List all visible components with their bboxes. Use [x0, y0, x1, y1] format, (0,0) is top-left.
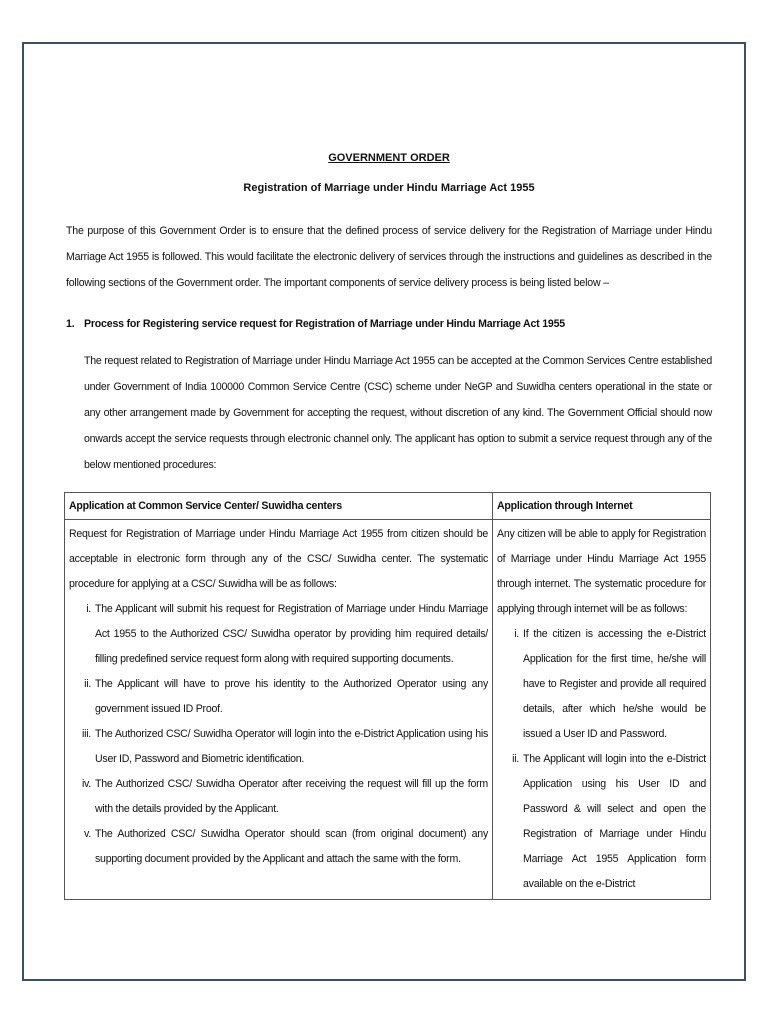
list-item-text: The Authorized CSC/ Suwidha Operator should scan (from original document) any supporting document provided by the Applicant and attach the same with the form. [95, 828, 488, 865]
list-item-text: If the citizen is accessing the e-District Application for the first time, he/she will have to Register and provide all required details, after which he/she would be issued a User ID and Password. [523, 628, 706, 740]
list-item [69, 597, 488, 672]
list-item-text: The Authorized CSC/ Suwidha Operator will login into the e-District Application using his User ID, Password and Biometric identification. [95, 728, 488, 765]
section-heading [66, 318, 712, 330]
document-page [22, 42, 746, 981]
csc-steps-list [69, 597, 488, 872]
section-heading-text: Process for Registering service request for Registration of Marriage under Hindu Marriage Act 1955 [84, 318, 566, 330]
list-item [69, 772, 488, 822]
list-item [69, 722, 488, 772]
list-marker: v. [84, 828, 91, 840]
list-item-text: The Applicant will have to prove his identity to the Authorized Operator using any government issued ID Proof. [95, 678, 488, 715]
internet-steps-list [497, 622, 706, 897]
table-header-csc: Application at Common Service Center/ Suwidha centers [65, 493, 493, 520]
list-item [497, 622, 706, 747]
list-item [69, 822, 488, 872]
intro-paragraph: The purpose of this Government Order is to ensure that the defined process of service delivery for the Registration of Marriage under Hindu Marriage Act 1955 is followed. This would facilitate the electronic delivery of services through the instructions and guidelines as described in the following sections of the Government order. The important components of service delivery process is being listed below – [66, 225, 712, 289]
csc-procedure-cell [65, 520, 493, 900]
page-title: GOVERNMENT ORDER [328, 152, 450, 164]
csc-intro: Request for Registration of Marriage under Hindu Marriage Act 1955 from citizen should be acceptable in electronic form through any of the CSC/ Suwidha center. The systematic procedure for applying at a CSC/ Suwidha will be as follows: [69, 528, 488, 590]
section-number: 1. [66, 318, 75, 330]
list-item [497, 747, 706, 897]
internet-procedure-cell [493, 520, 711, 900]
document-subtitle: Registration of Marriage under Hindu Marriage Act 1955 [243, 182, 535, 194]
list-item-text: The Applicant will submit his request for Registration of Marriage under Hindu Marriage Act 1955 to the Authorized CSC/ Suwidha operator by providing him required details/ filling predefined service request form along with required supporting documents. [95, 603, 488, 665]
internet-intro: Any citizen will be able to apply for Registration of Marriage under Hindu Marriage Act 1955 through internet. The systematic procedure for applying through internet will be as follows: [497, 528, 706, 615]
section-paragraph: The request related to Registration of Marriage under Hindu Marriage Act 1955 can be accepted at the Common Services Centre established under Government of India 100000 Common Service Centre (CSC) scheme under NeGP and Suwidha centers operational in the state or any other arrangement made by Government for accepting the request, without discretion of any kind. The Government Official should now onwards accept the service requests through electronic channel only. The applicant has option to submit a service request through any of the below mentioned procedures: [84, 355, 712, 471]
list-marker: i. [86, 603, 91, 615]
list-marker: iv. [81, 778, 91, 790]
procedure-table [64, 492, 711, 900]
list-item-text: The Applicant will login into the e-District Application using his User ID and Password & will select and open the Registration of Marriage under Hindu Marriage Act 1955 Application form available on the e-District [523, 753, 706, 890]
list-item [69, 672, 488, 722]
table-header-internet: Application through Internet [493, 493, 711, 520]
list-marker: ii. [512, 753, 519, 765]
document-body [66, 152, 712, 900]
list-marker: i. [514, 628, 519, 640]
table-row [65, 520, 711, 900]
list-marker: iii. [81, 728, 91, 740]
list-marker: ii. [84, 678, 91, 690]
list-item-text: The Authorized CSC/ Suwidha Operator after receiving the request will fill up the form with the details provided by the Applicant. [95, 778, 488, 815]
